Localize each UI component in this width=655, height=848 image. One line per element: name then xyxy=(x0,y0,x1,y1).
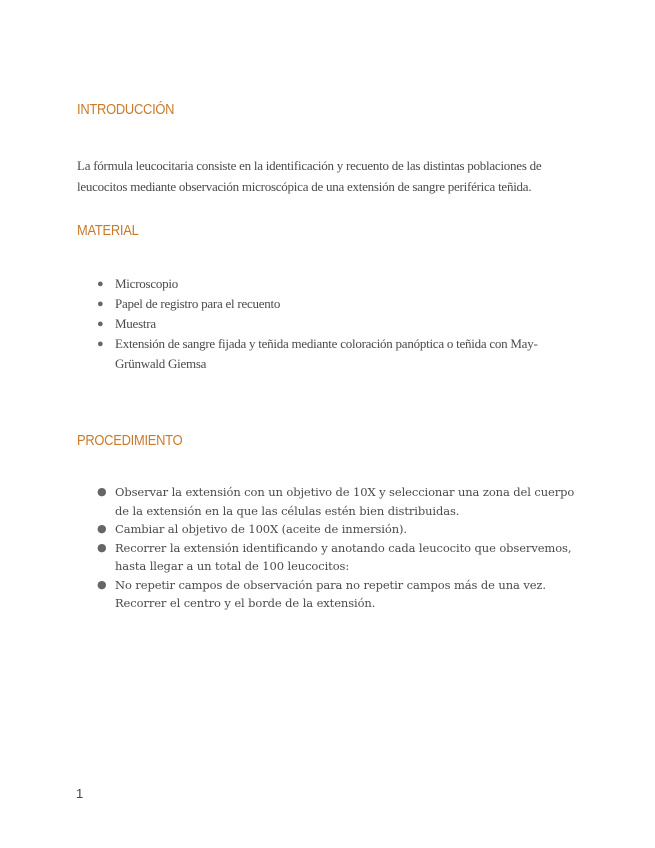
list-item-text: Extensión de sangre fijada y teñida mediante coloración panóptica o teñida con May-Grünwald Giemsa xyxy=(115,336,538,371)
procedimiento-list xyxy=(77,483,577,613)
list-item-text: Muestra xyxy=(115,316,156,331)
list-item xyxy=(77,314,577,334)
list-item-text: Papel de registro para el recuento xyxy=(115,296,281,311)
page-number: 1 xyxy=(76,786,84,801)
heading-material: MATERIAL xyxy=(77,222,139,239)
list-item xyxy=(77,539,577,576)
bullet-icon: ● xyxy=(97,298,104,310)
bullet-icon: ● xyxy=(97,338,104,350)
list-item-text: No repetir campos de observación para no repetir campos más de una vez. Recorrer el centro y el borde de la extensión. xyxy=(115,577,546,610)
list-item xyxy=(77,274,577,294)
list-item-text: Observar la extensión con un objetivo de 10X y seleccionar una zona del cuerpo de la extensión en la que las células estén bien distribuidas. xyxy=(115,485,575,518)
list-item-text: Microscopio xyxy=(115,276,178,291)
list-item xyxy=(77,520,577,539)
introduccion-paragraph: La fórmula leucocitaria consiste en la identificación y recuento de las distintas poblaciones de leucocitos mediante observación microscópica de una extensión de sangre periférica teñida. xyxy=(77,158,542,194)
heading-introduccion: INTRODUCCIÓN xyxy=(77,101,175,118)
bullet-icon: ● xyxy=(97,318,104,330)
bullet-icon: ● xyxy=(97,577,107,591)
bullet-icon: ● xyxy=(97,485,107,498)
bullet-icon: ● xyxy=(97,522,107,535)
material-list xyxy=(77,274,577,374)
list-item-text: Cambiar al objetivo de 100X (aceite de inmersión). xyxy=(115,522,407,536)
list-item xyxy=(77,294,577,314)
list-item xyxy=(77,483,577,520)
heading-procedimiento: PROCEDIMIENTO xyxy=(77,432,183,449)
bullet-icon: ● xyxy=(97,278,104,290)
list-item-text: Recorrer la extensión identificando y anotando cada leucocito que observemos, hasta llegar a un total de 100 leucocitos: xyxy=(115,540,572,573)
list-item xyxy=(77,576,577,613)
bullet-icon: ● xyxy=(97,540,107,554)
list-item xyxy=(77,334,577,374)
